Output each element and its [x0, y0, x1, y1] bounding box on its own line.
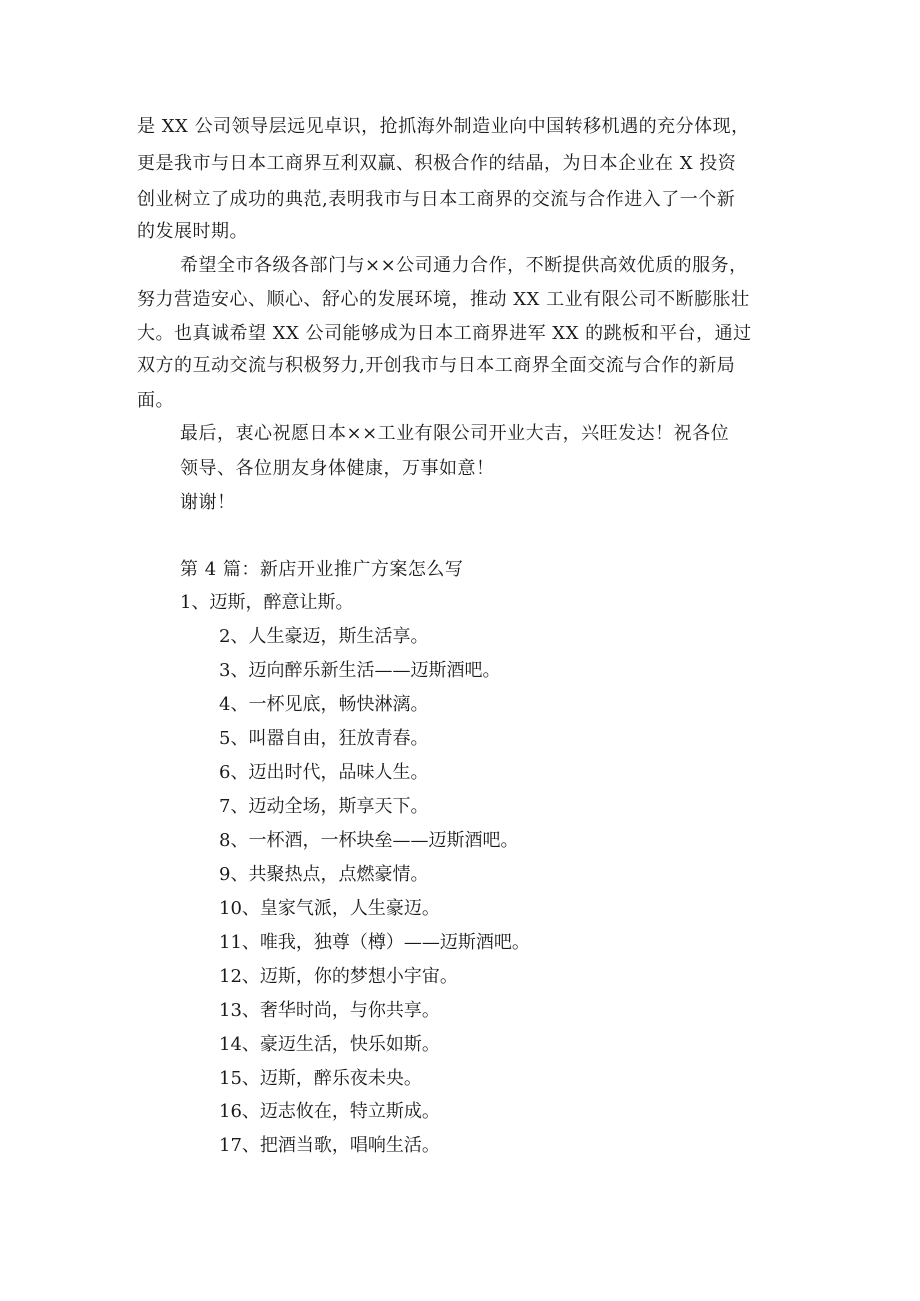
closing-thanks: 谢谢！	[180, 492, 236, 513]
paragraph-2-line-4: 双方的互动交流与积极努力,开创我市与日本工商界全面交流与合作的新局	[137, 355, 736, 376]
paragraph-1-line-1: 是 XX 公司领导层远见卓识，抢抓海外制造业向中国转移机遇的充分体现，	[137, 116, 750, 137]
list-item: 9、共聚热点，点燃豪情。	[219, 864, 429, 885]
paragraph-1-line-3: 创业树立了成功的典范,表明我市与日本工商界的交流与合作进入了一个新	[137, 189, 736, 210]
paragraph-2-line-5: 面。	[137, 390, 174, 411]
paragraph-1-line-4: 的发展时期。	[137, 221, 248, 242]
list-item: 13、奢华时尚，与你共享。	[219, 1000, 440, 1021]
paragraph-2-line-2: 努力营造安心、顺心、舒心的发展环境，推动 XX 工业有限公司不断膨胀壮	[137, 289, 750, 310]
section-title: 第 4 篇：新店开业推广方案怎么写	[180, 559, 464, 580]
list-item: 16、迈志攸在，特立斯成。	[219, 1101, 440, 1122]
list-item: 5、叫嚣自由，狂放青春。	[219, 728, 429, 749]
paragraph-2-line-1: 希望全市各级各部门与××公司通力合作，不断提供高效优质的服务，	[180, 255, 748, 276]
list-item: 8、一杯酒，一杯块垒——迈斯酒吧。	[219, 830, 519, 851]
list-item: 2、人生豪迈，斯生活享。	[219, 626, 429, 647]
list-item: 7、迈动全场，斯享天下。	[219, 796, 429, 817]
list-item: 6、迈出时代，品味人生。	[219, 762, 429, 783]
list-item: 10、皇家气派，人生豪迈。	[219, 898, 440, 919]
list-item: 3、迈向醉乐新生活——迈斯酒吧。	[219, 660, 501, 681]
list-item: 17、把酒当歌，唱响生活。	[219, 1135, 440, 1156]
list-item: 11、唯我，独尊（樽）——迈斯酒吧。	[219, 932, 530, 953]
paragraph-3-line-2: 领导、各位朋友身体健康，万事如意！	[180, 458, 495, 479]
paragraph-2-line-3: 大。也真诚希望 XX 公司能够成为日本工商界进军 XX 的跳板和平台，通过	[137, 323, 752, 344]
list-item: 14、豪迈生活，快乐如斯。	[219, 1034, 440, 1055]
list-item: 12、迈斯，你的梦想小宇宙。	[219, 966, 458, 987]
list-item: 4、一杯见底，畅快淋漓。	[219, 694, 429, 715]
paragraph-1-line-2: 更是我市与日本工商界互利双赢、积极合作的结晶，为日本企业在 X 投资	[137, 153, 737, 174]
list-item: 1、迈斯，醉意让斯。	[180, 592, 354, 613]
list-item: 15、迈斯，醉乐夜未央。	[219, 1068, 422, 1089]
paragraph-3-line-1: 最后，衷心祝愿日本××工业有限公司开业大吉，兴旺发达！祝各位	[180, 423, 730, 444]
